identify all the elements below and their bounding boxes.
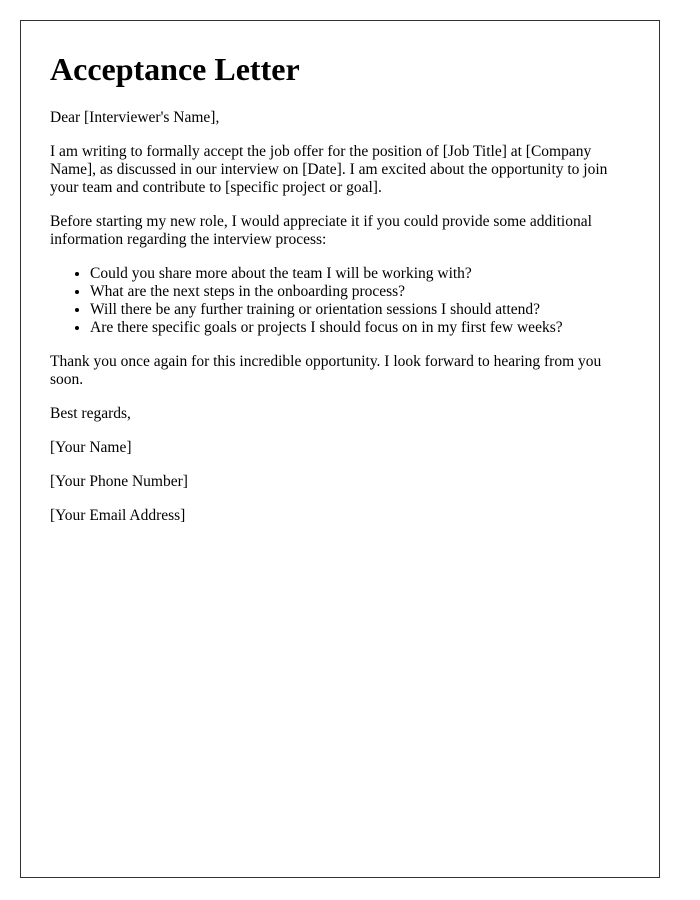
- acceptance-paragraph: I am writing to formally accept the job offer for the position of [Job Title] at [Company Name], as discussed in our interview on [Date]. I am excited about the opportunity to join your team and contribute to [specific project or goal].: [50, 143, 608, 196]
- list-item: • Are there specific goals or projects I should focus on in my first few weeks?: [90, 319, 635, 337]
- closing: Best regards,: [50, 405, 131, 422]
- list-item: • Will there be any further training or orientation sessions I should attend?: [90, 301, 635, 319]
- signature-email: [Your Email Address]: [50, 507, 186, 524]
- letter-title: Acceptance Letter: [50, 51, 300, 87]
- letter-page: [20, 20, 660, 878]
- list-item: • What are the next steps in the onboarding process?: [90, 283, 635, 301]
- signature-name: [Your Name]: [50, 439, 132, 456]
- questions-list: [50, 265, 635, 337]
- signature-phone: [Your Phone Number]: [50, 473, 188, 490]
- request-paragraph: Before starting my new role, I would appreciate it if you could provide some additional information regarding the interview process:: [50, 213, 592, 248]
- salutation: Dear [Interviewer's Name],: [50, 109, 220, 126]
- list-item: • Could you share more about the team I will be working with?: [90, 265, 635, 283]
- letter-content: [50, 50, 635, 541]
- thank-you-paragraph: Thank you once again for this incredible opportunity. I look forward to hearing from you soon.: [50, 353, 602, 388]
